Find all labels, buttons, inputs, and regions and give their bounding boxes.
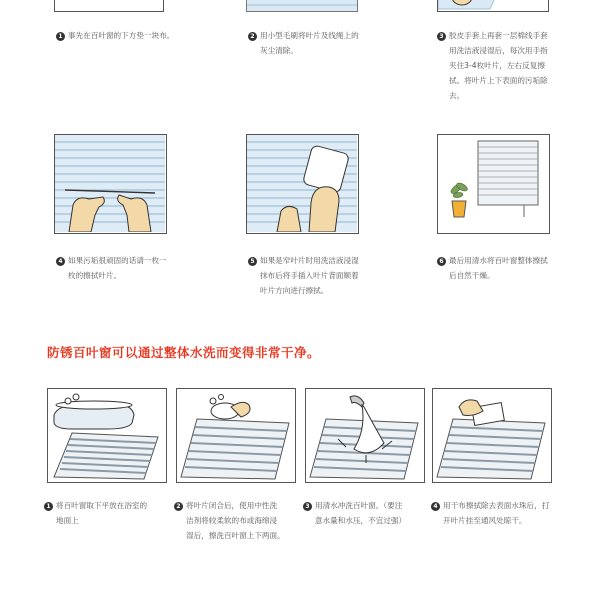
step6-image (437, 134, 550, 234)
wash-step4-image (432, 388, 552, 483)
wash-step2-caption: 2 将叶片闭合后，使用中性洗 洁剂将较柔软的布或海绵浸 湿后，擦洗百叶窗上下两面。 (174, 498, 304, 543)
step-number: 3 (303, 502, 312, 511)
wash-step1-caption: 1 将百叶窗取下平放在浴室的 地面上 (44, 498, 174, 528)
step-number: 4 (431, 502, 440, 511)
step4-image (54, 134, 167, 234)
wash-step3-caption: 3 用清水冲洗百叶窗。（要注 意水量和水压，不宜过强） (303, 498, 433, 528)
section-heading: 防锈百叶窗可以通过整体水洗而变得非常干净。 (47, 345, 321, 360)
step3-image (437, 0, 549, 12)
step4-caption: 4 如果污垢很顽固的话请一枚一 枚的擦拭叶片。 (56, 253, 206, 283)
wash-step3-image (305, 388, 425, 483)
wash-step4-caption: 4 用干布擦拭除去表面水珠后，打 开叶片挂至通风处晾干。 (431, 498, 591, 528)
step-number: 3 (437, 32, 446, 41)
step2-image (246, 0, 358, 12)
step3-caption: 3 胶皮手套上再套一层棉线手套 用洗洁液浸湿后，每次用手指 夹住3-4枚叶片，左右反复擦 拭。将叶片上下表面的污垢除 去。 (437, 28, 597, 103)
wash-step2-image (176, 388, 296, 483)
step1-caption: 1 事先在百叶窗的下方垫一块布。 (56, 28, 216, 43)
step-number: 6 (437, 257, 446, 266)
step1-image (54, 0, 164, 12)
step6-caption: 6 最后用清水将百叶窗整体擦拭 后自然干燥。 (437, 253, 597, 283)
step-number: 1 (56, 32, 65, 41)
step-number: 5 (248, 257, 257, 266)
step5-caption: 5 如果是窄叶片时用洗洁液浸湿 抹布后将手插入叶片背面顺着 叶片方向进行擦拭。 (248, 253, 398, 298)
step-number: 1 (44, 502, 53, 511)
wash-step1-image (47, 388, 167, 483)
step2-caption: 2 用小型毛刷将叶片及线绳上的 灰尘清除。 (248, 28, 388, 58)
step5-image (246, 134, 359, 234)
step-number: 2 (248, 32, 257, 41)
step-number: 2 (174, 502, 183, 511)
step-number: 4 (56, 257, 65, 266)
